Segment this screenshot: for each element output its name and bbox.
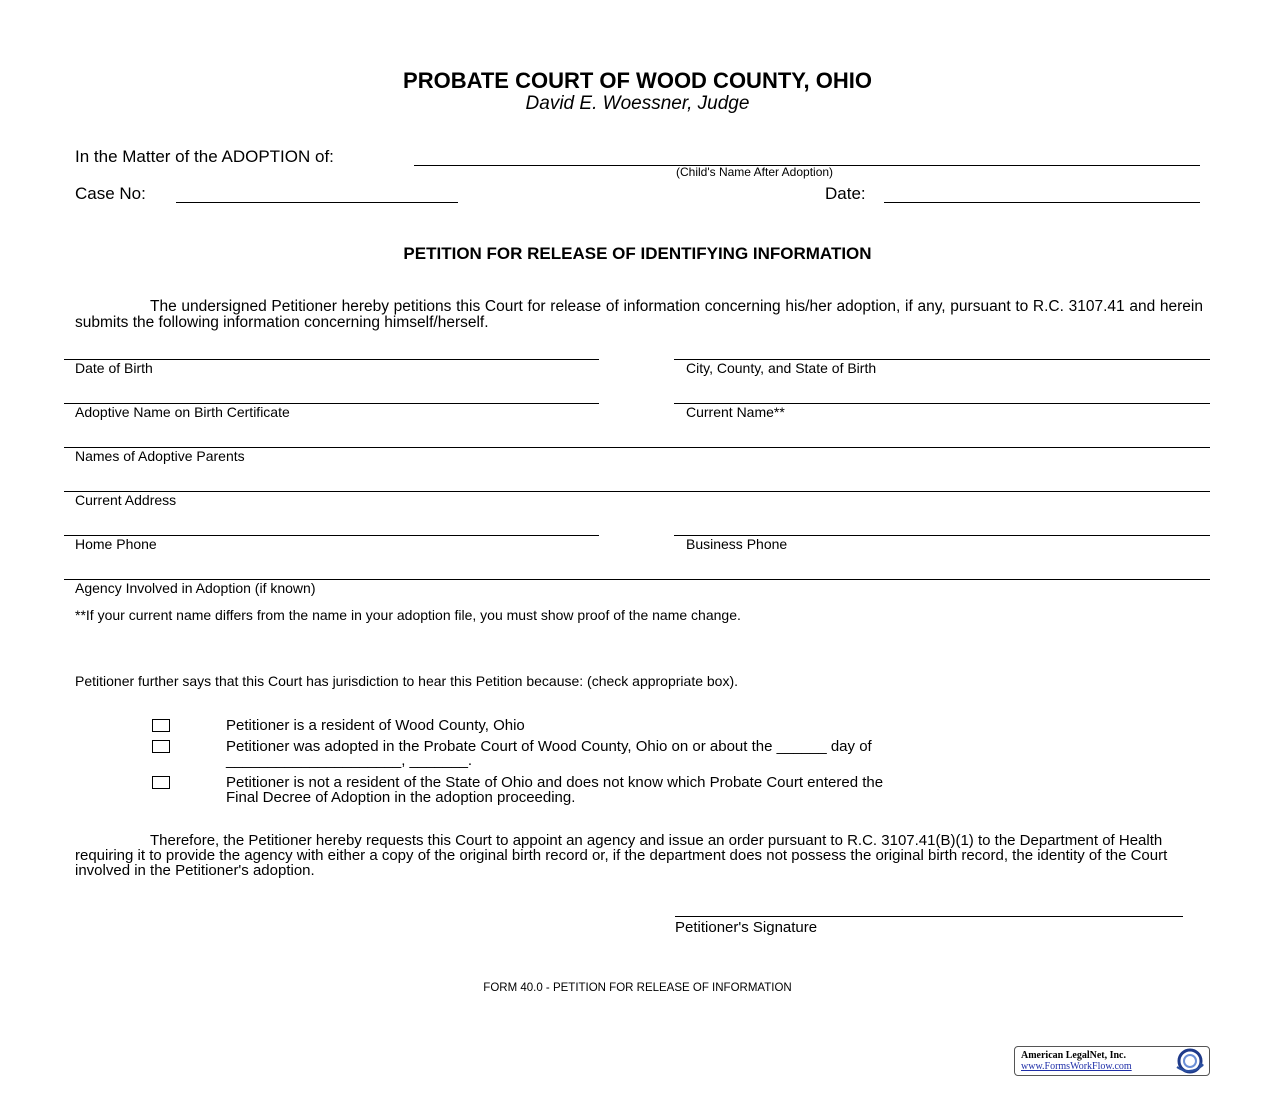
therefore-paragraph: Therefore, the Petitioner hereby requests this Court to appoint an agency and issue an order pursuant to R.C. 3107.41(B)(1) to the Department of Health requiring it to provide the agency with either a copy of the original birth record or, if the department does not possess the original birth record, the identity of the Court involved in the Petitioner's adoption. bbox=[75, 832, 1168, 879]
name-change-footnote: **If your current name differs from the name in your adoption file, you must show proof of the name change. bbox=[75, 607, 741, 623]
option-adopted-date-blank[interactable]: _____________________, _______. bbox=[226, 752, 473, 769]
publisher-link[interactable]: www.FormsWorkFlow.com bbox=[1021, 1061, 1132, 1072]
intro-paragraph: The undersigned Petitioner hereby petitions this Court for release of information concerning his/her adoption, if any, pursuant to R.C. 3107.41 and herein submits the following information concerning himself/herself. bbox=[75, 298, 1203, 331]
option-non-resident-label-cont: Final Decree of Adoption in the adoption proceeding. bbox=[226, 789, 576, 806]
jurisdiction-statement: Petitioner further says that this Court has jurisdiction to hear this Petition because: (check appropriate box). bbox=[75, 673, 739, 689]
current-address-field[interactable] bbox=[64, 491, 1210, 492]
case-number-field[interactable] bbox=[176, 183, 458, 203]
adoptive-parents-label: Names of Adoptive Parents bbox=[75, 448, 245, 464]
signature-label: Petitioner's Signature bbox=[675, 919, 818, 936]
publisher-name: American LegalNet, Inc. bbox=[1021, 1050, 1126, 1061]
date-field[interactable] bbox=[884, 183, 1200, 203]
form-footer: FORM 40.0 - PETITION FOR RELEASE OF INFORMATION bbox=[483, 982, 792, 994]
birth-place-label: City, County, and State of Birth bbox=[686, 360, 877, 376]
adoptive-name-label: Adoptive Name on Birth Certificate bbox=[75, 404, 290, 420]
date-of-birth-label: Date of Birth bbox=[75, 360, 153, 376]
adoption-matter-label: In the Matter of the ADOPTION of: bbox=[75, 147, 334, 166]
option-adopted-label: Petitioner was adopted in the Probate Court of Wood County, Ohio on or about the ______ day of bbox=[226, 738, 872, 755]
signature-field[interactable] bbox=[675, 902, 1183, 917]
case-number-label: Case No: bbox=[75, 184, 146, 203]
current-address-label: Current Address bbox=[75, 492, 177, 508]
agency-label: Agency Involved in Adoption (if known) bbox=[75, 580, 316, 596]
non-ohio-resident-checkbox[interactable] bbox=[152, 776, 170, 789]
current-name-label: Current Name** bbox=[686, 404, 785, 420]
date-label: Date: bbox=[825, 184, 866, 203]
petition-title: PETITION FOR RELEASE OF IDENTIFYING INFORMATION bbox=[403, 244, 872, 263]
child-name-caption: (Child's Name After Adoption) bbox=[676, 165, 834, 179]
home-phone-label: Home Phone bbox=[75, 536, 157, 552]
judge-name: David E. Woessner, Judge bbox=[525, 93, 750, 114]
option-non-resident-label: Petitioner is not a resident of the State of Ohio and does not know which Probate Court entered the bbox=[226, 774, 884, 791]
child-name-field[interactable] bbox=[414, 146, 1200, 166]
adopted-in-wood-county-checkbox[interactable] bbox=[152, 740, 170, 753]
court-title: PROBATE COURT OF WOOD COUNTY, OHIO bbox=[403, 68, 872, 93]
publisher-logo[interactable] bbox=[1014, 1046, 1210, 1076]
option-resident-label: Petitioner is a resident of Wood County, Ohio bbox=[226, 717, 525, 734]
resident-wood-county-checkbox[interactable] bbox=[152, 719, 170, 732]
business-phone-label: Business Phone bbox=[686, 536, 788, 552]
globe-arrow-icon bbox=[1173, 1048, 1207, 1074]
